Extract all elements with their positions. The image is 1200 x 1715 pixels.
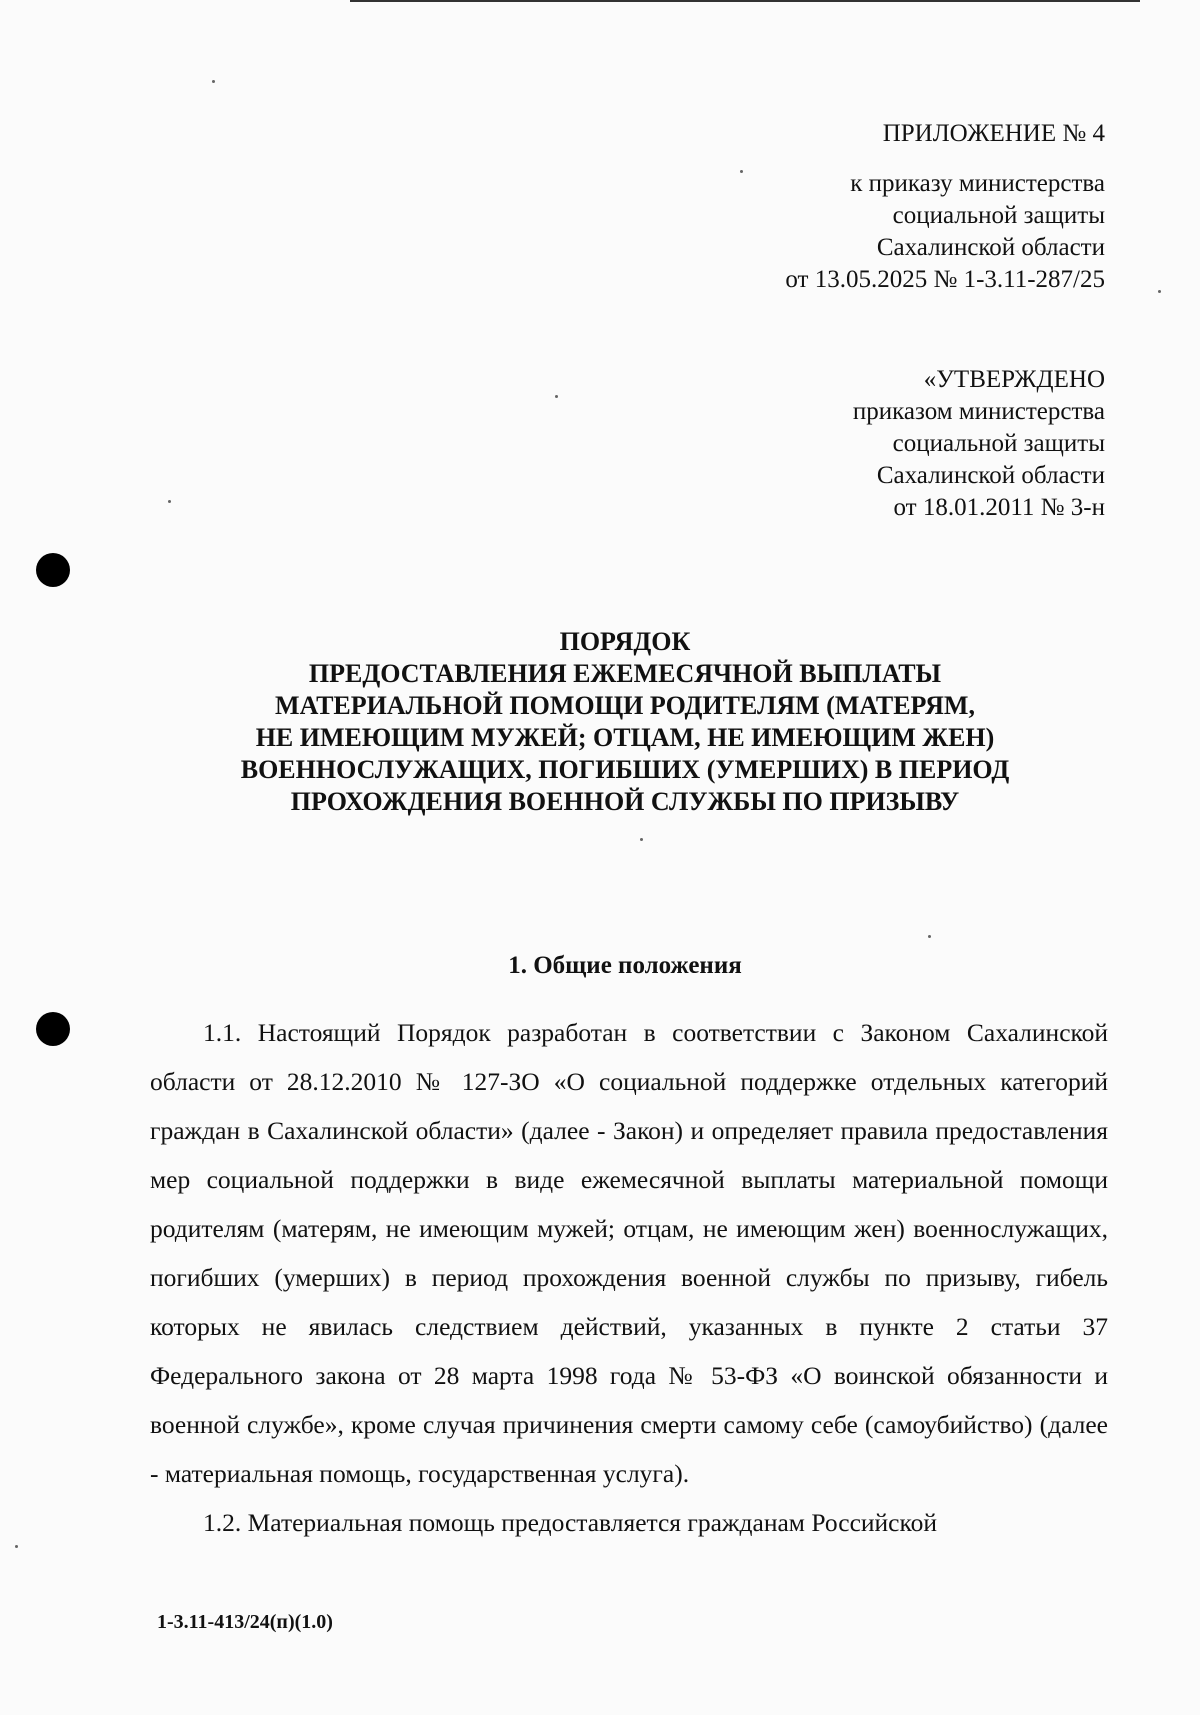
scan-speck: [640, 838, 643, 841]
paragraph-1-2: 1.2. Материальная помощь предоставляется гражданам Российской: [203, 1508, 937, 1537]
document-title: [150, 626, 1100, 818]
document-footer-code: 1-3.11-413/24(п)(1.0): [157, 1611, 333, 1633]
title-line: НЕ ИМЕЮЩИМ МУЖЕЙ; ОТЦАМ, НЕ ИМЕЮЩИМ ЖЕН): [255, 723, 995, 752]
title-line: ВОЕННОСЛУЖАЩИХ, ПОГИБШИХ (УМЕРШИХ) В ПЕРИОД: [240, 755, 1010, 784]
section-body: [150, 1008, 1108, 1547]
appendix-line: Сахалинской области: [876, 234, 1105, 261]
title-line: ПОРЯДОК: [559, 627, 691, 656]
approved-heading: «УТВЕРЖДЕНО: [923, 366, 1105, 393]
title-line: ПРЕДОСТАВЛЕНИЯ ЕЖЕМЕСЯЧНОЙ ВЫПЛАТЫ: [308, 659, 942, 688]
title-line: ПРОХОЖДЕНИЯ ВОЕННОЙ СЛУЖБЫ ПО ПРИЗЫВУ: [290, 787, 960, 816]
appendix-line: к приказу министерства: [850, 170, 1105, 197]
approved-line: Сахалинской области: [876, 462, 1105, 489]
punch-hole-mark: [36, 553, 70, 587]
approved-block: [853, 364, 1105, 524]
appendix-line: социальной защиты: [892, 202, 1105, 229]
approved-line: социальной защиты: [892, 430, 1105, 457]
scan-top-edge-line: [350, 0, 1140, 2]
scan-speck: [1158, 290, 1161, 293]
scan-speck: [928, 935, 931, 938]
approved-order-reference: от 18.01.2011 № 3-н: [893, 494, 1105, 521]
scan-speck: [168, 500, 171, 503]
scan-speck: [15, 1545, 18, 1548]
scan-speck: [740, 170, 743, 173]
section-heading: 1. Общие положения: [508, 952, 742, 979]
punch-hole-mark: [36, 1012, 70, 1046]
title-line: МАТЕРИАЛЬНОЙ ПОМОЩИ РОДИТЕЛЯМ (МАТЕРЯМ,: [275, 691, 975, 720]
appendix-block: [785, 118, 1105, 296]
approved-line: приказом министерства: [852, 398, 1105, 425]
appendix-heading: ПРИЛОЖЕНИЕ № 4: [882, 120, 1105, 147]
appendix-order-reference: от 13.05.2025 № 1-3.11-287/25: [785, 266, 1105, 293]
scan-speck: [555, 395, 558, 398]
paragraph-1-1: 1.1. Настоящий Порядок разработан в соответствии с Законом Сахалинской области от 28.12.2010 № 127-ЗО «О социальной поддержке отдельных категорий граждан в Сахалинской области» (далее - Закон) и определяет правила предоставления мер социальной поддержки в виде ежемесячной выплаты материальной помощи родителям (матерям, не имеющим мужей; отцам, не имеющим жен) военнослужащих, погибших (умерших) в период прохождения военной службы по призыву, гибель которых не явилась следствием действий, указанных в пункте 2 статьи 37 Федерального закона от 28 марта 1998 года № 53-ФЗ «О воинской обязанности и военной службе», кроме случая причинения смерти самому себе (самоубийство) (далее - материальная помощь, государственная услуга).: [150, 1018, 1108, 1488]
scan-speck: [212, 80, 215, 83]
